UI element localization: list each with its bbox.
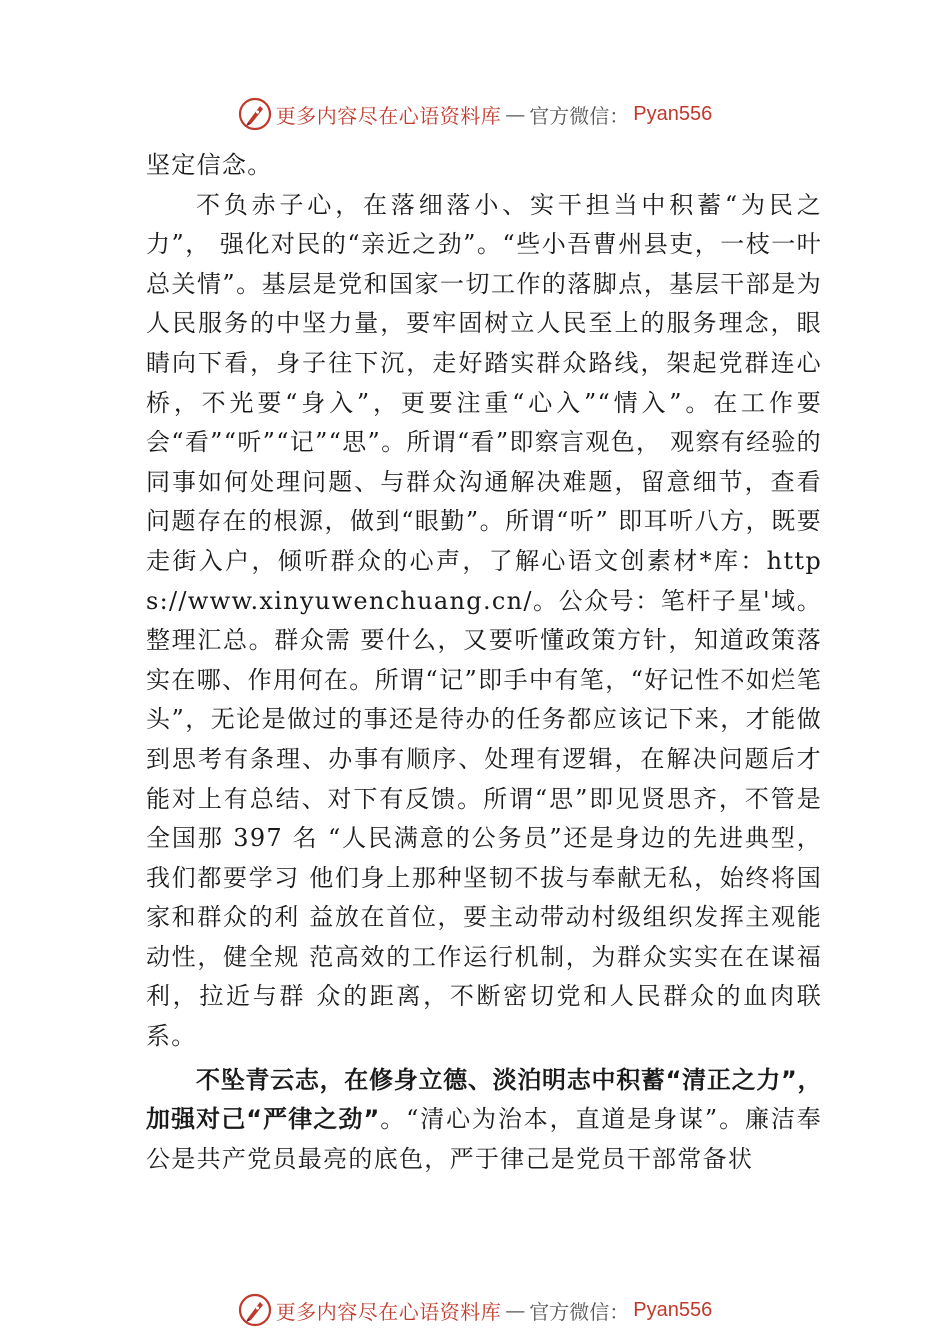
pen-nib-logo-icon bbox=[238, 1293, 272, 1327]
watermark-separator: — bbox=[505, 102, 526, 126]
watermark-wechat-id: Pyan556 bbox=[633, 102, 713, 125]
watermark-site-text: 更多内容尽在心语资料库 bbox=[275, 1299, 502, 1324]
header-watermark bbox=[0, 94, 950, 134]
paragraph-3-bold-lead: 不坠青云志，在修身立德、淡泊明志中积蓄“清正之力”，加强对己“严律之劲” bbox=[146, 1065, 822, 1134]
paragraph-1: 坚定信念。 bbox=[146, 151, 273, 179]
pen-nib-logo-icon bbox=[238, 97, 272, 131]
watermark-wechat-label: 官方微信： bbox=[529, 1299, 630, 1324]
paragraph-3-text: 。“清心为治本，直道是身谋”。廉洁奉公是共产党员最亮的底色，严于律己是党员干部常备状 bbox=[146, 1105, 822, 1173]
paragraph-2: 不负赤子心，在落细落小、实干担当中积蓄“为民之力”， 强化对民的“亲近之劲”。“些小吾曹州县吏，一枝一叶总关情”。基层是党和国家一切工作的落脚点，基层干部是为 人民服务的中坚力量，要牢固树立人民至上的服务理念，眼 睛向下看，身子往下沉，走好踏实群众路线，架起党群连心 桥，不光要“身入”，更要注重“心入”“情入”。在工作要会“看”“听”“记”“思”。所谓“看”即察言观色， 观察有经验的同事如何处理问题、与群众沟通解决难题，留意细节，查看问题存在的根源，做到“眼勤”。所谓“听” 即耳听八方，既要走街入户，倾听群众的心声，了解心语文创素材*库：https://www.xinyuwenchuang.cn/。公众号：笔杆子星'域。整理汇总。群众需 要什么，又要听懂政策方针，知道政策落实在哪、作用何在。所谓“记”即手中有笔，“好记性不如烂笔头”，无论是做过的事还是待办的任务都应该记下来，才能做到思考有条理、办事有顺序、处理有逻辑，在解决问题后才能对上有总结、对下有反馈。所谓“思”即见贤思齐，不管是全国那 397 名 “人民满意的公务员”还是身边的先进典型，我们都要学习 他们身上那种坚韧不拔与奉献无私，始终将国家和群众的利 益放在首位，要主动带动村级组织发挥主观能动性，健全规 范高效的工作运行机制，为群众实实在在谋福利，拉近与群 众的距离，不断密切党和人民群众的血肉联系。 bbox=[146, 190, 822, 1051]
watermark-wechat-id: Pyan556 bbox=[633, 1298, 713, 1321]
document-body bbox=[146, 146, 822, 1179]
paragraph-3 bbox=[146, 1061, 822, 1180]
footer-watermark bbox=[0, 1290, 950, 1330]
watermark-site-text: 更多内容尽在心语资料库 bbox=[275, 103, 502, 128]
watermark-wechat-label: 官方微信： bbox=[529, 103, 630, 128]
watermark-separator: — bbox=[505, 1298, 526, 1322]
